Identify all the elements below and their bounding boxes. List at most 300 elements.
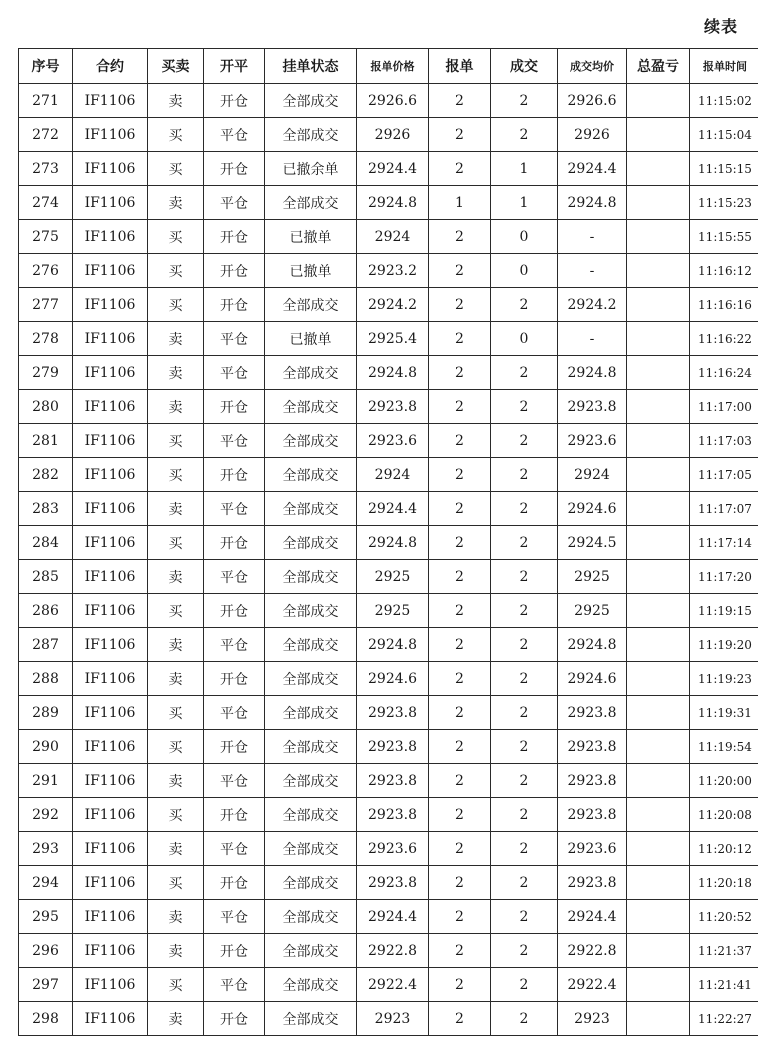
offset-cell: 开仓 xyxy=(204,934,265,968)
table-row xyxy=(19,1002,758,1036)
header-contract: 合约 xyxy=(73,49,148,84)
side-cell: 买 xyxy=(148,288,204,322)
avg-price-cell: 2926.6 xyxy=(558,84,627,118)
seq-cell: 291 xyxy=(19,764,73,798)
filled-qty-cell: 2 xyxy=(491,84,558,118)
order-price-cell: 2923.6 xyxy=(357,832,429,866)
seq-cell: 283 xyxy=(19,492,73,526)
order-price-cell: 2923.8 xyxy=(357,390,429,424)
seq-cell: 288 xyxy=(19,662,73,696)
seq-cell: 294 xyxy=(19,866,73,900)
filled-qty-cell: 2 xyxy=(491,492,558,526)
contract-cell: IF1106 xyxy=(73,458,148,492)
order-time-cell: 11:20:12 xyxy=(690,832,758,866)
table-continued-caption: 续表 xyxy=(703,17,738,36)
total-pnl-cell xyxy=(627,118,690,152)
order-qty-cell: 2 xyxy=(429,288,491,322)
order-qty-cell: 2 xyxy=(429,322,491,356)
side-cell: 卖 xyxy=(148,628,204,662)
avg-price-cell: 2924.8 xyxy=(558,186,627,220)
seq-cell: 289 xyxy=(19,696,73,730)
offset-cell: 平仓 xyxy=(204,764,265,798)
contract-cell: IF1106 xyxy=(73,390,148,424)
filled-qty-cell: 0 xyxy=(491,220,558,254)
table-row xyxy=(19,424,758,458)
status-cell: 全部成交 xyxy=(265,356,357,390)
order-qty-cell: 2 xyxy=(429,220,491,254)
side-cell: 卖 xyxy=(148,356,204,390)
offset-cell: 平仓 xyxy=(204,492,265,526)
seq-cell: 279 xyxy=(19,356,73,390)
order-time-cell: 11:17:00 xyxy=(690,390,758,424)
offset-cell: 开仓 xyxy=(204,390,265,424)
order-price-cell: 2923.8 xyxy=(357,798,429,832)
avg-price-cell: 2923.6 xyxy=(558,832,627,866)
order-price-cell: 2923 xyxy=(357,1002,429,1036)
order-qty-cell: 2 xyxy=(429,84,491,118)
seq-cell: 280 xyxy=(19,390,73,424)
header-avg-price: 成交均价 xyxy=(558,49,627,84)
status-cell: 全部成交 xyxy=(265,390,357,424)
header-side: 买卖 xyxy=(148,49,204,84)
offset-cell: 平仓 xyxy=(204,628,265,662)
order-time-cell: 11:16:12 xyxy=(690,254,758,288)
table-row xyxy=(19,730,758,764)
status-cell: 全部成交 xyxy=(265,866,357,900)
table-row xyxy=(19,594,758,628)
side-cell: 卖 xyxy=(148,492,204,526)
header-seq: 序号 xyxy=(19,49,73,84)
contract-cell: IF1106 xyxy=(73,866,148,900)
status-cell: 全部成交 xyxy=(265,118,357,152)
side-cell: 卖 xyxy=(148,186,204,220)
table-row xyxy=(19,356,758,390)
order-price-cell: 2923.8 xyxy=(357,764,429,798)
side-cell: 买 xyxy=(148,458,204,492)
seq-cell: 292 xyxy=(19,798,73,832)
status-cell: 已撤余单 xyxy=(265,152,357,186)
filled-qty-cell: 2 xyxy=(491,934,558,968)
avg-price-cell: 2923.8 xyxy=(558,764,627,798)
seq-cell: 287 xyxy=(19,628,73,662)
total-pnl-cell xyxy=(627,492,690,526)
order-time-cell: 11:17:07 xyxy=(690,492,758,526)
table-row xyxy=(19,186,758,220)
contract-cell: IF1106 xyxy=(73,254,148,288)
avg-price-cell: 2924.8 xyxy=(558,356,627,390)
filled-qty-cell: 2 xyxy=(491,118,558,152)
side-cell: 卖 xyxy=(148,560,204,594)
status-cell: 已撤单 xyxy=(265,220,357,254)
status-cell: 全部成交 xyxy=(265,288,357,322)
filled-qty-cell: 2 xyxy=(491,628,558,662)
side-cell: 买 xyxy=(148,730,204,764)
order-price-cell: 2924.8 xyxy=(357,356,429,390)
avg-price-cell: 2926 xyxy=(558,118,627,152)
avg-price-cell: 2924.5 xyxy=(558,526,627,560)
seq-cell: 275 xyxy=(19,220,73,254)
side-cell: 买 xyxy=(148,968,204,1002)
offset-cell: 开仓 xyxy=(204,288,265,322)
filled-qty-cell: 2 xyxy=(491,662,558,696)
avg-price-cell: 2922.4 xyxy=(558,968,627,1002)
seq-cell: 271 xyxy=(19,84,73,118)
total-pnl-cell xyxy=(627,220,690,254)
filled-qty-cell: 2 xyxy=(491,798,558,832)
avg-price-cell: 2924.6 xyxy=(558,662,627,696)
contract-cell: IF1106 xyxy=(73,492,148,526)
status-cell: 全部成交 xyxy=(265,560,357,594)
total-pnl-cell xyxy=(627,322,690,356)
avg-price-cell: 2923.8 xyxy=(558,798,627,832)
total-pnl-cell xyxy=(627,560,690,594)
status-cell: 全部成交 xyxy=(265,628,357,662)
order-time-cell: 11:19:31 xyxy=(690,696,758,730)
table-row xyxy=(19,934,758,968)
seq-cell: 284 xyxy=(19,526,73,560)
seq-cell: 277 xyxy=(19,288,73,322)
side-cell: 卖 xyxy=(148,764,204,798)
table-row xyxy=(19,322,758,356)
order-qty-cell: 2 xyxy=(429,492,491,526)
total-pnl-cell xyxy=(627,628,690,662)
side-cell: 卖 xyxy=(148,390,204,424)
order-qty-cell: 2 xyxy=(429,628,491,662)
order-time-cell: 11:19:23 xyxy=(690,662,758,696)
side-cell: 买 xyxy=(148,696,204,730)
order-price-cell: 2923.2 xyxy=(357,254,429,288)
contract-cell: IF1106 xyxy=(73,1002,148,1036)
filled-qty-cell: 2 xyxy=(491,866,558,900)
contract-cell: IF1106 xyxy=(73,424,148,458)
status-cell: 全部成交 xyxy=(265,798,357,832)
order-time-cell: 11:19:54 xyxy=(690,730,758,764)
order-price-cell: 2923.6 xyxy=(357,424,429,458)
avg-price-cell: 2923.8 xyxy=(558,696,627,730)
contract-cell: IF1106 xyxy=(73,322,148,356)
side-cell: 买 xyxy=(148,118,204,152)
order-qty-cell: 2 xyxy=(429,390,491,424)
order-time-cell: 11:15:55 xyxy=(690,220,758,254)
offset-cell: 平仓 xyxy=(204,322,265,356)
order-time-cell: 11:17:20 xyxy=(690,560,758,594)
table-row xyxy=(19,628,758,662)
filled-qty-cell: 2 xyxy=(491,900,558,934)
order-time-cell: 11:20:18 xyxy=(690,866,758,900)
order-price-cell: 2924.8 xyxy=(357,628,429,662)
total-pnl-cell xyxy=(627,798,690,832)
contract-cell: IF1106 xyxy=(73,220,148,254)
status-cell: 全部成交 xyxy=(265,730,357,764)
order-qty-cell: 2 xyxy=(429,696,491,730)
order-price-cell: 2923.8 xyxy=(357,696,429,730)
total-pnl-cell xyxy=(627,186,690,220)
table-row xyxy=(19,84,758,118)
seq-cell: 278 xyxy=(19,322,73,356)
order-price-cell: 2924.4 xyxy=(357,492,429,526)
filled-qty-cell: 2 xyxy=(491,968,558,1002)
total-pnl-cell xyxy=(627,968,690,1002)
table-row xyxy=(19,220,758,254)
contract-cell: IF1106 xyxy=(73,900,148,934)
total-pnl-cell xyxy=(627,764,690,798)
table-row xyxy=(19,118,758,152)
table-row xyxy=(19,560,758,594)
total-pnl-cell xyxy=(627,866,690,900)
order-qty-cell: 2 xyxy=(429,560,491,594)
order-qty-cell: 2 xyxy=(429,662,491,696)
order-price-cell: 2925 xyxy=(357,594,429,628)
status-cell: 已撤单 xyxy=(265,254,357,288)
total-pnl-cell xyxy=(627,288,690,322)
avg-price-cell: 2923.8 xyxy=(558,730,627,764)
contract-cell: IF1106 xyxy=(73,798,148,832)
table-header-row xyxy=(19,49,758,84)
order-time-cell: 11:15:04 xyxy=(690,118,758,152)
filled-qty-cell: 2 xyxy=(491,1002,558,1036)
offset-cell: 开仓 xyxy=(204,254,265,288)
filled-qty-cell: 2 xyxy=(491,390,558,424)
order-qty-cell: 2 xyxy=(429,526,491,560)
filled-qty-cell: 0 xyxy=(491,254,558,288)
seq-cell: 272 xyxy=(19,118,73,152)
avg-price-cell: 2923 xyxy=(558,1002,627,1036)
contract-cell: IF1106 xyxy=(73,764,148,798)
contract-cell: IF1106 xyxy=(73,934,148,968)
status-cell: 全部成交 xyxy=(265,492,357,526)
contract-cell: IF1106 xyxy=(73,118,148,152)
filled-qty-cell: 2 xyxy=(491,458,558,492)
header-filled-qty: 成交 xyxy=(491,49,558,84)
offset-cell: 开仓 xyxy=(204,866,265,900)
order-time-cell: 11:17:03 xyxy=(690,424,758,458)
avg-price-cell: - xyxy=(558,254,627,288)
table-row xyxy=(19,458,758,492)
avg-price-cell: 2923.6 xyxy=(558,424,627,458)
header-total-pnl: 总盈亏 xyxy=(627,49,690,84)
seq-cell: 276 xyxy=(19,254,73,288)
table-row xyxy=(19,764,758,798)
contract-cell: IF1106 xyxy=(73,526,148,560)
contract-cell: IF1106 xyxy=(73,662,148,696)
order-price-cell: 2924 xyxy=(357,458,429,492)
side-cell: 卖 xyxy=(148,84,204,118)
table-row xyxy=(19,696,758,730)
order-qty-cell: 2 xyxy=(429,968,491,1002)
seq-cell: 281 xyxy=(19,424,73,458)
status-cell: 全部成交 xyxy=(265,186,357,220)
contract-cell: IF1106 xyxy=(73,84,148,118)
order-price-cell: 2924.8 xyxy=(357,186,429,220)
side-cell: 卖 xyxy=(148,832,204,866)
order-qty-cell: 2 xyxy=(429,424,491,458)
offset-cell: 开仓 xyxy=(204,458,265,492)
order-price-cell: 2924.6 xyxy=(357,662,429,696)
order-qty-cell: 2 xyxy=(429,458,491,492)
order-time-cell: 11:16:22 xyxy=(690,322,758,356)
side-cell: 买 xyxy=(148,798,204,832)
order-qty-cell: 2 xyxy=(429,356,491,390)
offset-cell: 平仓 xyxy=(204,900,265,934)
seq-cell: 295 xyxy=(19,900,73,934)
table-row xyxy=(19,866,758,900)
seq-cell: 285 xyxy=(19,560,73,594)
offset-cell: 平仓 xyxy=(204,968,265,1002)
avg-price-cell: 2923.8 xyxy=(558,390,627,424)
order-qty-cell: 2 xyxy=(429,934,491,968)
order-qty-cell: 2 xyxy=(429,152,491,186)
order-time-cell: 11:20:00 xyxy=(690,764,758,798)
contract-cell: IF1106 xyxy=(73,560,148,594)
order-qty-cell: 2 xyxy=(429,798,491,832)
table-row xyxy=(19,832,758,866)
offset-cell: 开仓 xyxy=(204,798,265,832)
side-cell: 买 xyxy=(148,254,204,288)
order-time-cell: 11:15:23 xyxy=(690,186,758,220)
total-pnl-cell xyxy=(627,526,690,560)
contract-cell: IF1106 xyxy=(73,356,148,390)
order-price-cell: 2924.4 xyxy=(357,152,429,186)
order-qty-cell: 2 xyxy=(429,1002,491,1036)
header-order-time: 报单时间 xyxy=(690,49,758,84)
side-cell: 卖 xyxy=(148,322,204,356)
filled-qty-cell: 2 xyxy=(491,764,558,798)
table-row xyxy=(19,968,758,1002)
filled-qty-cell: 2 xyxy=(491,288,558,322)
offset-cell: 开仓 xyxy=(204,1002,265,1036)
order-price-cell: 2922.8 xyxy=(357,934,429,968)
filled-qty-cell: 2 xyxy=(491,832,558,866)
order-qty-cell: 1 xyxy=(429,186,491,220)
seq-cell: 296 xyxy=(19,934,73,968)
total-pnl-cell xyxy=(627,458,690,492)
side-cell: 卖 xyxy=(148,934,204,968)
seq-cell: 293 xyxy=(19,832,73,866)
side-cell: 买 xyxy=(148,594,204,628)
offset-cell: 平仓 xyxy=(204,186,265,220)
filled-qty-cell: 2 xyxy=(491,526,558,560)
total-pnl-cell xyxy=(627,696,690,730)
order-price-cell: 2924 xyxy=(357,220,429,254)
status-cell: 全部成交 xyxy=(265,84,357,118)
seq-cell: 286 xyxy=(19,594,73,628)
status-cell: 全部成交 xyxy=(265,832,357,866)
order-time-cell: 11:22:27 xyxy=(690,1002,758,1036)
table-body xyxy=(19,84,758,1036)
order-qty-cell: 2 xyxy=(429,594,491,628)
order-price-cell: 2926.6 xyxy=(357,84,429,118)
filled-qty-cell: 2 xyxy=(491,560,558,594)
contract-cell: IF1106 xyxy=(73,628,148,662)
total-pnl-cell xyxy=(627,832,690,866)
total-pnl-cell xyxy=(627,934,690,968)
order-time-cell: 11:19:20 xyxy=(690,628,758,662)
order-qty-cell: 2 xyxy=(429,730,491,764)
order-time-cell: 11:16:16 xyxy=(690,288,758,322)
filled-qty-cell: 1 xyxy=(491,152,558,186)
order-time-cell: 11:17:14 xyxy=(690,526,758,560)
table-row xyxy=(19,526,758,560)
avg-price-cell: 2924.2 xyxy=(558,288,627,322)
contract-cell: IF1106 xyxy=(73,186,148,220)
status-cell: 全部成交 xyxy=(265,458,357,492)
offset-cell: 平仓 xyxy=(204,118,265,152)
order-time-cell: 11:16:24 xyxy=(690,356,758,390)
order-qty-cell: 2 xyxy=(429,764,491,798)
avg-price-cell: - xyxy=(558,220,627,254)
avg-price-cell: - xyxy=(558,322,627,356)
avg-price-cell: 2924.4 xyxy=(558,900,627,934)
order-time-cell: 11:21:37 xyxy=(690,934,758,968)
header-offset: 开平 xyxy=(204,49,265,84)
side-cell: 买 xyxy=(148,152,204,186)
total-pnl-cell xyxy=(627,662,690,696)
total-pnl-cell xyxy=(627,254,690,288)
status-cell: 全部成交 xyxy=(265,764,357,798)
offset-cell: 开仓 xyxy=(204,662,265,696)
order-qty-cell: 2 xyxy=(429,832,491,866)
seq-cell: 274 xyxy=(19,186,73,220)
total-pnl-cell xyxy=(627,730,690,764)
side-cell: 买 xyxy=(148,424,204,458)
total-pnl-cell xyxy=(627,424,690,458)
side-cell: 买 xyxy=(148,220,204,254)
side-cell: 卖 xyxy=(148,1002,204,1036)
offset-cell: 开仓 xyxy=(204,730,265,764)
status-cell: 全部成交 xyxy=(265,424,357,458)
offset-cell: 平仓 xyxy=(204,560,265,594)
total-pnl-cell xyxy=(627,84,690,118)
avg-price-cell: 2924.8 xyxy=(558,628,627,662)
filled-qty-cell: 2 xyxy=(491,594,558,628)
order-records-table xyxy=(18,48,758,1036)
table-row xyxy=(19,900,758,934)
order-time-cell: 11:21:41 xyxy=(690,968,758,1002)
filled-qty-cell: 1 xyxy=(491,186,558,220)
header-order-qty: 报单 xyxy=(429,49,491,84)
order-time-cell: 11:20:52 xyxy=(690,900,758,934)
status-cell: 全部成交 xyxy=(265,696,357,730)
avg-price-cell: 2924.6 xyxy=(558,492,627,526)
seq-cell: 290 xyxy=(19,730,73,764)
filled-qty-cell: 2 xyxy=(491,356,558,390)
side-cell: 买 xyxy=(148,866,204,900)
order-price-cell: 2923.8 xyxy=(357,730,429,764)
table-row xyxy=(19,254,758,288)
total-pnl-cell xyxy=(627,900,690,934)
order-price-cell: 2922.4 xyxy=(357,968,429,1002)
order-price-cell: 2923.8 xyxy=(357,866,429,900)
order-qty-cell: 2 xyxy=(429,900,491,934)
status-cell: 全部成交 xyxy=(265,526,357,560)
side-cell: 卖 xyxy=(148,900,204,934)
contract-cell: IF1106 xyxy=(73,594,148,628)
side-cell: 买 xyxy=(148,526,204,560)
order-time-cell: 11:20:08 xyxy=(690,798,758,832)
filled-qty-cell: 2 xyxy=(491,696,558,730)
total-pnl-cell xyxy=(627,594,690,628)
order-price-cell: 2925.4 xyxy=(357,322,429,356)
header-order-price: 报单价格 xyxy=(357,49,429,84)
order-time-cell: 11:15:15 xyxy=(690,152,758,186)
side-cell: 卖 xyxy=(148,662,204,696)
order-price-cell: 2924.8 xyxy=(357,526,429,560)
order-time-cell: 11:17:05 xyxy=(690,458,758,492)
avg-price-cell: 2922.8 xyxy=(558,934,627,968)
table-row xyxy=(19,390,758,424)
seq-cell: 273 xyxy=(19,152,73,186)
filled-qty-cell: 0 xyxy=(491,322,558,356)
